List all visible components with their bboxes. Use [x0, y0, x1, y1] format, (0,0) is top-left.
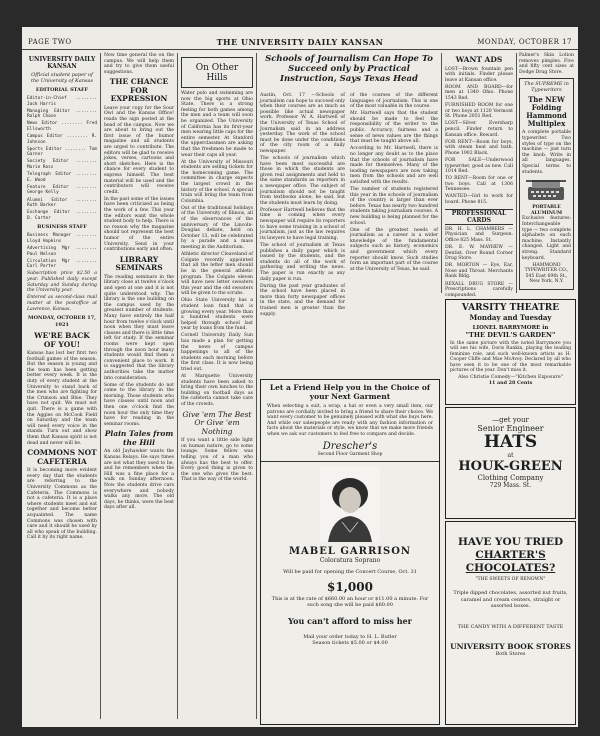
want-ad-item: FURNISHED ROOM for one or two boys at 1120 Vermont St. Phone 2051 Red. [445, 103, 513, 120]
column-editorials [104, 53, 174, 723]
film-title: "THE DEVIL'S GARDEN" [465, 331, 556, 339]
editorial-body: Kansas has lost her first two football games of the season. But the season is young and the team has been getting better every week. It is the duty of every student at the University to stand back of the men who are fighting for the Crimson and Blue. They have not quit. We must not quit. There is a game with the Aggies on McCook Field on Saturday and the team will need every voice in the stands. Turn out and show them that Kansas spirit is not dead and never will be. [27, 351, 97, 446]
other-hills-box [181, 57, 253, 88]
charter-line-3: CHOCOLATES? [465, 562, 556, 574]
film-description: In the same picture with the noted Barrymore you will see his wife, Doris Rankin, playing the leading feminine role, and such well-known artists as H. Cooper Cliffe and Mae McAvoy. Declared by all who have seen it to be one of the most remarkable pictures of the year. Don't miss it. [450, 341, 571, 374]
give-best-headline: Give 'em The Best Or Give 'em Nothing [182, 409, 252, 436]
entered-note: Entered as second-class mail matter at the postoffice at Lawrence, Kansas. [27, 295, 97, 312]
want-ad-item: WANTED—Girl to work for board. Phone 815. [445, 194, 513, 206]
professional-card-item: REXALL DRUG STORE — Prescriptions carefully compounded. [445, 281, 513, 298]
column-rule [516, 53, 517, 293]
fee-rate: This is at the rate of $660.00 an hour or $11.00 a minute. For such song she will be paid $60.00 [271, 595, 429, 608]
hats-pre: —get your [492, 416, 529, 424]
professional-card-item: DR. MORTON — Eye, Ear, Nose and Throat. Merchants Bank Bldg. [445, 263, 513, 280]
column-journalism-1 [260, 93, 345, 375]
hammond-body: A complete portable typewriter. Two styles of type on the machine — just turn the knob. Write in all languages. Special terms to students. [522, 130, 571, 175]
article-body: Austin, Oct. 17 —Schools of journalism can hope to succeed only when their courses are as much as possible like actual newspaper work. Professor W. A. Hartwell of the University of Texas School of Journalism said in an address yesterday. The work of the school must be done under the conditions of the city room of a daily newspaper. [260, 93, 345, 154]
charter-tagline: "THE SWEETS OF RENOWN" [475, 577, 546, 582]
want-ads-list [445, 67, 513, 206]
newspaper-page [22, 27, 578, 727]
business-list [27, 233, 97, 270]
friend-headline: Let a Friend Help you in the Choice of your Next Garment [269, 383, 431, 401]
staff-line: Alumni Editor ........ Ruth Barker [27, 197, 97, 209]
staff-line: Exchange Editor ........ D. Carter [27, 210, 97, 221]
column-typewriter-ad [519, 53, 574, 293]
charter-body: Triple dipped chocolates, assorted nut fruits, caramel and cream centers, straight or assorted boxes. [453, 590, 568, 609]
hammond-address: HAMMOND TYPEWRITER CO., 545 East 69th St., New York, N.Y. [524, 262, 569, 285]
drescher-garrison-ad [260, 379, 440, 725]
want-ad-item: LOST—Brown fountain pen with initials. Finder please leave at Kansan office. [445, 66, 513, 83]
article-body: One of the greatest needs of journalism as a career is a wider knowledge of the fundamental subjects such as history, economics and government which every reporter should know. Such studies form an important part of the course at the University of Texas, he said. [350, 227, 438, 272]
star-name: LIONEL BARRYMORE in [472, 325, 549, 331]
hammond-tagline: The SUPREME in Typewriters [524, 81, 569, 94]
staff-line: Campus Editor ........ R. Johnson [27, 134, 97, 145]
editorial-staff-label: EDITORIAL STAFF [35, 87, 89, 93]
paper-subtitle: Official student paper of the University of Kansas [30, 72, 94, 84]
fee-amount: $1,000 [327, 579, 373, 594]
staff-line: News Editor ........ Fred Ellsworth [27, 121, 97, 132]
artist-subtitle: Coloratura Soprano [319, 556, 381, 564]
want-ads-headline: WANT ADS [455, 55, 503, 64]
editorial-headline: LIBRARY SEMINARS [115, 254, 163, 273]
subscription-note: Subscription price $2.50 a year. Published daily except Saturday and Sunday during the University year. [27, 271, 97, 294]
friend-body: When selecting a suit, a wrap, a hat or even a very small item, our patrons are cordially invited to bring a friend to share their choice. We want every customer to be genuinely pleased with what she buys here. And while our salespeople are ready with any fashion information or facts about the materials or style, we know that we make more friends when we ask our customers to feel free to compare and decide. [267, 404, 433, 437]
editorial-body: Leave your copy for the Sour Owl and the Kansas Office! reads the sign posted at the head of the campus. Now we are about to bring out the first issue of the humor magazine and all students are urged to contribute. The editors will be glad to receive jokes, verses, cartoons and short sketches. Here is the chance for every student to express himself. The best material will be used and the contributors will receive credit. [104, 105, 174, 195]
artist-name: MABEL GARRISON [288, 545, 412, 557]
editorial-headline: WE'RE BACK OF YOU! [34, 331, 90, 349]
article-body: Mr. Hartwell says that the student should be made to feel the responsibility of the writer to the public. Accuracy, fairness and a sense of news values are the things that must be taught above all. [350, 111, 438, 145]
professional-card-item: DR. E. W. MAYHEW — Dentist. Over Round Corner Drug Store. [445, 244, 513, 262]
masthead [22, 35, 578, 50]
column-masthead-editorial [27, 53, 97, 723]
professional-cards-list [445, 227, 513, 299]
ticket-prices: 11 and 28 Cents [488, 380, 533, 387]
cta-text: You can't afford to miss her [288, 615, 412, 626]
staff-line: Society Editor ........ Marie Ross [27, 159, 97, 171]
masthead-date: MONDAY, OCTOBER 17 [477, 38, 572, 46]
article-body: According to Mr. Hartwell, there is no longer any doubt as to the place that the schools of journalism have made for themselves. Many of the leading newspapers are now taking men from the schools and are well satisfied with the results. [350, 146, 438, 185]
houk-green-ad [445, 407, 576, 519]
charter-line-2: CHARTER'S [475, 549, 546, 561]
hammond-title: The NEW Folding Hammond Multiplex [526, 95, 567, 129]
staff-line: Managing Editor ........ Ralph Chase [27, 108, 97, 120]
store-address: 729 Mass. St. [489, 482, 532, 489]
plain-tales-body: An old Jayhawker wants the Kansas Relays. He says times are not what they used to be, and he remembers when the Hill was a fine place for a walk on Sunday afternoon. Now the students drive cars everywhere and nobody walks any more. The old days, he thinks, were the best days after all. [104, 449, 174, 511]
typewriter-illustration [522, 177, 570, 203]
article-body: The school of journalism at Texas publishes a daily paper which is issued by the students, and the students do all of the work of gathering and writing the news. The paper is run exactly as any daily paper is run. [260, 242, 345, 282]
journalism-headline: Schools of Journalism Can Hope To Succeed only by Practical Instruction, Says Texas Head [265, 54, 433, 84]
article-body: The schools of journalism which have been most successful are those in which the students are given real assignments and held to the same standards as reporters in a newspaper office. The subject of journalism should not be taught from textbooks alone, he said, but the students must learn by doing. [260, 156, 345, 206]
business-staff-label: BUSINESS STAFF [37, 224, 87, 231]
column-journalism-2 [350, 93, 438, 375]
also-showing: Also Christie Comedy—"Kitchen Exposure" [458, 375, 563, 381]
article-body: Out of the traditional holidays of the University of Illinois, all of the observances of the anniversary of the Lincoln-Douglas debate, held on October 13, will be celebrated by a parade and a mass meeting in the Auditorium. [181, 205, 253, 251]
mail-order-note: Mail your order today to H. L. Butler [303, 633, 397, 640]
article-body: At Marquette University students have been asked to bring their own lunches to the building on football days as the cafeteria cannot take care of the crowds. [181, 374, 253, 408]
hammond-ad [519, 78, 574, 289]
article-body: Professor Hartwell believes that the time is coming when every newspaper will require its reporters to have some training in a school of journalism, just as the law requires its lawyers to have legal training. [260, 207, 345, 241]
plain-tales-headline: Plain Tales from the Hill [104, 429, 174, 447]
column-rule [177, 53, 178, 719]
editorial-headline: COMMONS NOT CAFETERIA [27, 448, 97, 466]
issue-date: MONDAY, OCTOBER 17, 1921 [28, 315, 96, 329]
editorial-intro: New time general the on the campus. We will help them and try to give them useful suggestions. [104, 53, 174, 75]
book-stores-both: Both Stores [495, 650, 526, 657]
article-body: Cornell University Daily Sun has made a plan for getting the news of campus happenings to all of the students each morning before the first class. It is now being tried out. [181, 333, 253, 372]
article-body: The number of students registered this year in the schools of journalism of the country is larger than ever before. Texas has nearly two hundred students taking journalism courses. A new building is being planned for the school. [350, 187, 438, 226]
staff-line: Telegraph Editor ........ E. Wood [27, 172, 97, 183]
hammond-features: Exclusive features: Interchangeable type — two complete alphabets on each machine. Instantly changed. Light and strong. Standard keyboard. [522, 216, 572, 261]
column-rule [441, 53, 442, 293]
journalism-headline-block [260, 53, 438, 93]
skin-lotion-ad: Palmer's Skin Lotion removes pimples. Five and fifty cent sizes at Dodge Drug Store. [519, 53, 574, 75]
editorial-body: In the past some of the issues have been criticized as being the work of a few. This year the editors want the whole student body to help. There is no reason why the magazine should not represent the best humor of the entire University. Send in your contributions early and often. [104, 196, 174, 253]
editorial-body: Some of the students do not come to the library in the morning. Those students who have classes until noon and then one o'clock find the noon hour the only time they have for reading in the seminar rooms. [104, 382, 174, 427]
article-body: During the past year graduates of the school have been placed in more than forty newspaper offices in the state, and the demand for trained men is greater than the supply. [260, 283, 345, 317]
article-body: Ohio State University has a student loan fund that is growing every year. More than a hundred students were helped through school last year by loans from the fund. [181, 298, 253, 332]
editorial-body: The reading seminars in the library close at twelve o'clock and open at one and it is not quite understood why. The library is the one building on the campus used by the greatest number of students. Many have entirely the half hour from twelve o'clock until noon when they must leave classes and there is little time left for study. If the seminar rooms were kept open through the noon hour many students would find them a convenient place to work. It is suggested that the library authorities take the matter into consideration. [104, 274, 174, 381]
paper-name: UNIVERSITY DAILY KANSAN [28, 56, 96, 70]
charter-chocolates-ad [445, 521, 576, 725]
portrait-photo [320, 466, 380, 542]
concert-note: Will be paid for opening the Concert Course, Oct. 31 [283, 568, 417, 575]
book-stores-name: UNIVERSITY BOOK STORES [450, 641, 571, 651]
staff-list [27, 96, 97, 221]
editorial-headline: THE CHANCE FOR EXPRESSION [109, 77, 169, 104]
charter-candy-slogan: THE CANDY WITH A DIFFERENT TASTE [457, 623, 564, 630]
drescher-tagline: Second Floor Garment Shop [317, 451, 383, 457]
column-other-hills [181, 53, 253, 723]
professional-card-item: DR. H. L. CHAMBERS — Physician and Surgeon. Office 825 Mass. St. [445, 226, 513, 243]
store-name: HOUK-GREEN [458, 459, 563, 474]
page-number: PAGE TWO [28, 38, 72, 46]
article-body: of the courses of the different languages of journalism. This is one of the most valuable in the course. [350, 93, 438, 110]
article-body: If you want a little side light on human nature, go to some lounge. Some fellow was telling you of a man who always has the best to offer. Every good thing is given to the one who gives the best. That is the way of the world. [181, 438, 253, 483]
business-line: Advertising Mgr ........ Paul Nelson [27, 246, 97, 257]
business-line: Circulation Mgr ........ Earl Porter [27, 258, 97, 270]
want-ad-item: LOST—Silver Eversharp pencil. Finder return to Kansan office. Reward. [445, 121, 513, 138]
theatre-name: VARSITY THEATRE [461, 303, 560, 313]
article-body: Water polo and swimming are now the big sports at Ohio State. There is a strong feeling for both games among the men and a team will soon be organized. The University of California has its first-year men wearing little caps for the entire semester. At Stanford the upperclassmen are asking that the freshmen be made to wear their caps all year. [181, 91, 253, 158]
column-want-ads [445, 53, 513, 298]
column-rule [256, 53, 257, 719]
hats-word: HATS [483, 432, 538, 452]
want-ad-item: ROOM AND BOARD—for men at 1340 Ohio. Phone 1543 Red. [445, 84, 513, 101]
professional-cards-headline: PROFESSIONAL CARDS [445, 209, 513, 225]
staff-line: Editor-in-Chief ........ Jack Harris [27, 96, 97, 107]
want-ad-item: FOR RENT—Room for boys, with steam heat and bath. Phone 1902 Black. [445, 139, 513, 156]
editorial-body: It is becoming more evident every day that the students are referring to the University Commons as the Cafeteria. The Commons is not a cafeteria. It is a place where students meet and eat together and become better acquainted. The name Commons was chosen with care and it should be used by all who speak of the building. Call it by its right name. [27, 468, 97, 541]
article-body: Athletic director Cleaveland of Colgate recently appointed that all the letter men should be in the general athletic program. The Colgate eleven will have new letter sweaters this year and the old sweaters will be given to the scrubs. [181, 252, 253, 297]
article-body: At the University of Missouri students are selling tickets for the homecoming game. The committee in charge expects the largest crowd in the history of the school. A special train will bring the team from Columbia. [181, 159, 253, 204]
staff-line: Feature Editor ........ George Kelly [27, 184, 97, 196]
hats-kind: Senior Engineer [477, 424, 544, 433]
theatre-days: Monday and Tuesday [469, 313, 552, 322]
column-rule [100, 53, 101, 719]
business-line: Business Manager ........ Lloyd Hopkins [27, 233, 97, 244]
varsity-theatre-ad [445, 299, 576, 405]
hammond-caption: PORTABLE ALUMINUM [530, 205, 563, 216]
season-tickets: Season tickets $5.00 or $4.00 [312, 639, 388, 646]
newspaper-title: THE UNIVERSITY DAILY KANSAN [216, 37, 384, 47]
want-ad-item: FOR SALE—Underwood typewriter, good as new. Call 1014 Red. [445, 157, 513, 175]
store-subtitle: Clothing Company [477, 474, 544, 482]
hats-at: at [507, 452, 514, 459]
drescher-logo: Drescher's [322, 440, 378, 452]
staff-line: Sports Editor ........ Tom Garner [27, 146, 97, 158]
other-hills-headline: On Other Hills [195, 63, 239, 83]
want-ad-item: TO RENT—Room for one or two boys. Call at 1306 Tennessee. [445, 176, 513, 193]
charter-line-1: HAVE YOU TRIED [457, 536, 564, 548]
